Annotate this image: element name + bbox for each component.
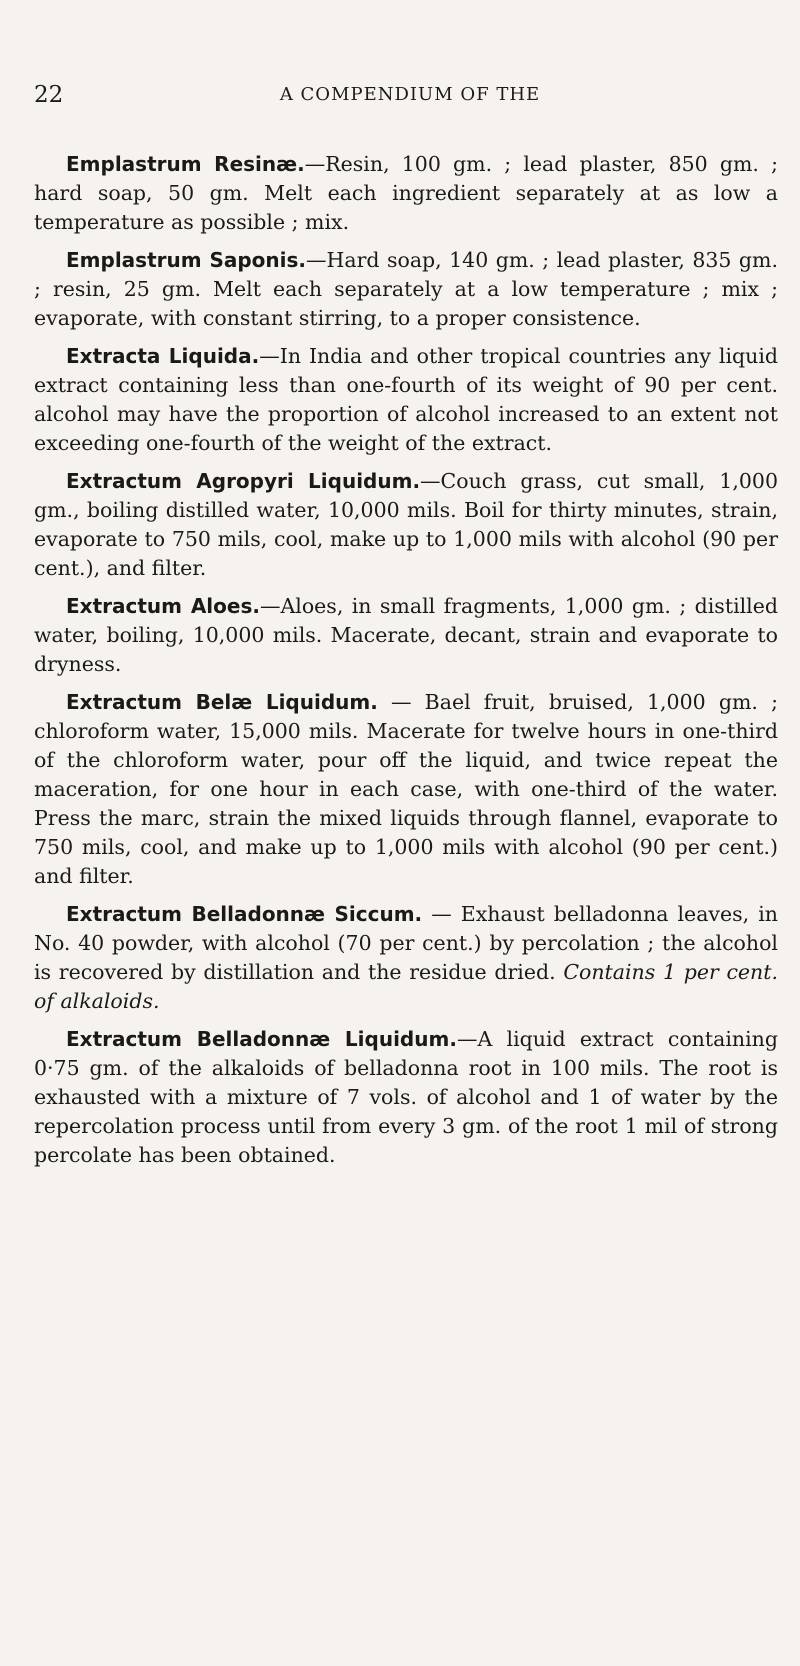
entry-extractum-agropyri-liquidum xyxy=(34,467,778,583)
entry-extractum-belae-liquidum xyxy=(34,688,778,891)
entry-text: —Hard soap, 140 gm. ; lead plaster, 835 gm. ; resin, 25 gm. Melt each separately at a low temperature ; mix ; evaporate, with constant stirring, to a proper consistence. xyxy=(34,248,778,330)
entry-title: Extractum Aloes. xyxy=(66,594,260,618)
entry-emphasis: Contains 1 per cent. of alkaloids. xyxy=(34,960,779,1013)
entry-title: Extracta Liquida. xyxy=(66,344,260,368)
entry-extractum-aloes xyxy=(34,592,778,679)
entry-title: Extractum Belladonnæ Siccum. xyxy=(66,902,423,926)
entry-extracta-liquida xyxy=(34,342,778,458)
entry-emplastrum-resinae xyxy=(34,150,778,237)
entry-title: Extractum Agropyri Liquidum. xyxy=(66,469,421,493)
running-head: A COMPENDIUM OF THE xyxy=(279,84,541,105)
entry-text: —Aloes, in small fragments, 1,000 gm. ; distilled water, boiling, 10,000 mils. Macerate, decant, strain and evaporate to dryness. xyxy=(34,594,778,676)
entry-text: —In India and other tropical countries any liquid extract containing less than one-fourth of its weight of 90 per cent. alcohol may have the proportion of alcohol increased to an extent not exceeding one-fourth of the weight of the extract. xyxy=(34,344,779,455)
entry-emplastrum-saponis xyxy=(34,246,778,333)
entry-text: —A liquid extract containing 0·75 gm. of the alkaloids of belladonna root in 100 mils. The root is exhausted with a mixture of 7 vols. of alcohol and 1 of water by the repercolation process until from every 3 gm. of the root 1 mil of strong percolate has been obtained. xyxy=(34,1027,778,1167)
entry-text: — Bael fruit, bruised, 1,000 gm. ; chloroform water, 15,000 mils. Macerate for twelve hours in one-third of the chloroform water, pour off the liquid, and twice repeat the maceration, for one hour in each case, with one-third of the water. Press the marc, strain the mixed liquids through flannel, evaporate to 750 mils, cool, and make up to 1,000 mils with alcohol (90 per cent.) and filter. xyxy=(34,690,778,888)
page-number: 22 xyxy=(34,82,64,108)
entry-title: Extractum Belæ Liquidum. xyxy=(66,690,378,714)
entry-text: —Couch grass, cut small, 1,000 gm., boiling distilled water, 10,000 mils. Boil for thirty minutes, strain, evaporate to 750 mils, cool, make up to 1,000 mils with alcohol (90 per cent.), and filter. xyxy=(34,469,778,580)
page-content xyxy=(34,150,778,1179)
page-header xyxy=(34,82,766,112)
entry-extractum-belladonnae-liquidum xyxy=(34,1025,778,1170)
entry-extractum-belladonnae-siccum xyxy=(34,900,778,1016)
entry-text: —Resin, 100 gm. ; lead plaster, 850 gm. ; hard soap, 50 gm. Melt each ingredient separately at as low a temperature as possible ; mix. xyxy=(34,152,779,234)
entry-text: — Exhaust belladonna leaves, in No. 40 powder, with alcohol (70 per cent.) by percolation ; the alcohol is recovered by distillation and the residue dried. xyxy=(34,902,778,984)
entry-title: Emplastrum Saponis. xyxy=(66,248,307,272)
entry-title: Extractum Belladonnæ Liquidum. xyxy=(66,1027,457,1051)
entry-title: Emplastrum Resinæ. xyxy=(66,152,305,176)
